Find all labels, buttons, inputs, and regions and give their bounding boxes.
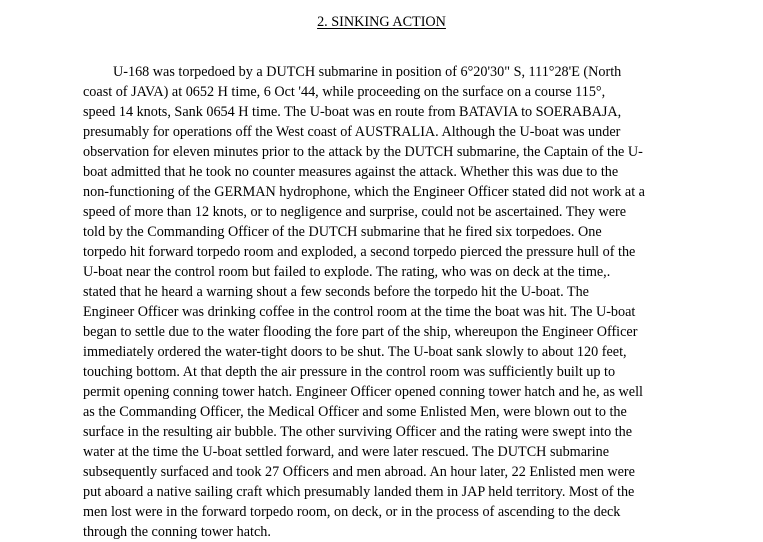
paragraph-line: stated that he heard a warning shout a few seconds before the torpedo hit the U-boat. The	[83, 284, 589, 300]
paragraph-line: surface in the resulting air bubble. The other surviving Officer and the rating were swept into the	[83, 424, 633, 440]
paragraph-line: U-boat near the control room but failed to explode. The rating, who was on deck at the time,.	[83, 264, 611, 280]
body-paragraph	[83, 62, 753, 542]
paragraph-line: subsequently surfaced and took 27 Officers and men abroad. An hour later, 22 Enlisted men were	[83, 464, 635, 480]
paragraph-line: torpedo hit forward torpedo room and exploded, a second torpedo pierced the pressure hull of the	[83, 244, 636, 260]
paragraph-line: immediately ordered the water-tight doors to be shut. The U-boat sank slowly to about 120 feet,	[83, 344, 627, 360]
paragraph-line: through the conning tower hatch.	[83, 524, 271, 540]
section-heading: 2. SINKING ACTION	[317, 14, 446, 30]
paragraph-line: presumably for operations off the West coast of AUSTRALIA. Although the U-boat was under	[83, 124, 621, 140]
paragraph-line: men lost were in the forward torpedo room, on deck, or in the process of ascending to the deck	[83, 504, 621, 520]
paragraph-line: permit opening conning tower hatch. Engineer Officer opened conning tower hatch and he, as well	[83, 384, 643, 400]
paragraph-line: put aboard a native sailing craft which presumably landed them in JAP held territory. Most of the	[83, 484, 635, 500]
paragraph-line: began to settle due to the water flooding the fore part of the ship, whereupon the Engineer Officer	[83, 324, 638, 340]
paragraph-line: water at the time the U-boat settled forward, and were later rescued. The DUTCH submarine	[83, 444, 610, 460]
paragraph-line: touching bottom. At that depth the air pressure in the control room was sufficiently built up to	[83, 364, 616, 380]
paragraph-line: observation for eleven minutes prior to the attack by the DUTCH submarine, the Captain of the U-	[83, 144, 643, 160]
paragraph-line: boat admitted that he took no counter measures against the attack. Whether this was due to the	[83, 164, 619, 180]
paragraph-line: non-functioning of the GERMAN hydrophone, which the Engineer Officer stated did not work at a	[83, 184, 645, 200]
paragraph-line: U-168 was torpedoed by a DUTCH submarine in position of 6°20'30" S, 111°28'E (North	[113, 64, 622, 80]
paragraph-line: told by the Commanding Officer of the DUTCH submarine that he fired six torpedoes. One	[83, 224, 602, 240]
paragraph-line: speed of more than 12 knots, or to negligence and surprise, could not be ascertained. They were	[83, 204, 627, 220]
paragraph-line: coast of JAVA) at 0652 H time, 6 Oct '44, while proceeding on the surface on a course 115°,	[83, 84, 606, 100]
paragraph-line: speed 14 knots, Sank 0654 H time. The U-boat was en route from BATAVIA to SOERABAJA,	[83, 104, 622, 120]
paragraph-line: as the Commanding Officer, the Medical Officer and some Enlisted Men, were blown out to the	[83, 404, 627, 420]
paragraph-line: Engineer Officer was drinking coffee in the control room at the time the boat was hit. The U-boat	[83, 304, 636, 320]
